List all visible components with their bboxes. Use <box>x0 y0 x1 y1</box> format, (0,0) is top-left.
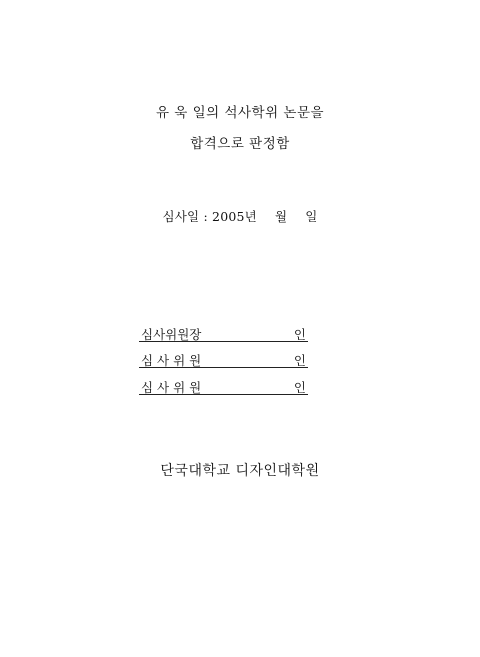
committee-role-chair: 심사위원장 <box>141 327 202 342</box>
committee-role-member: 심 사 위 원 <box>141 353 202 368</box>
seal-mark: 인 <box>293 353 306 368</box>
approval-statement-line-1: 유 욱 일의 석사학위 논문을 <box>155 105 325 121</box>
seal-mark: 인 <box>293 327 306 342</box>
approval-statement-line-2: 합격으로 판정함 <box>190 136 290 152</box>
exam-date-month: 월 <box>274 209 288 224</box>
seal-mark: 인 <box>293 380 306 395</box>
examination-date <box>0 207 480 225</box>
exam-date-day: 일 <box>305 209 318 224</box>
committee-chair-signature-line <box>139 325 308 342</box>
committee-member-signature-line <box>139 378 308 395</box>
committee-member-signature-line <box>139 351 308 368</box>
graduate-school-name: 단국대학교 디자인대학원 <box>160 463 320 479</box>
committee-role-member: 심 사 위 원 <box>141 380 202 395</box>
exam-date-label: 심사일 : 2005년 <box>162 209 257 224</box>
